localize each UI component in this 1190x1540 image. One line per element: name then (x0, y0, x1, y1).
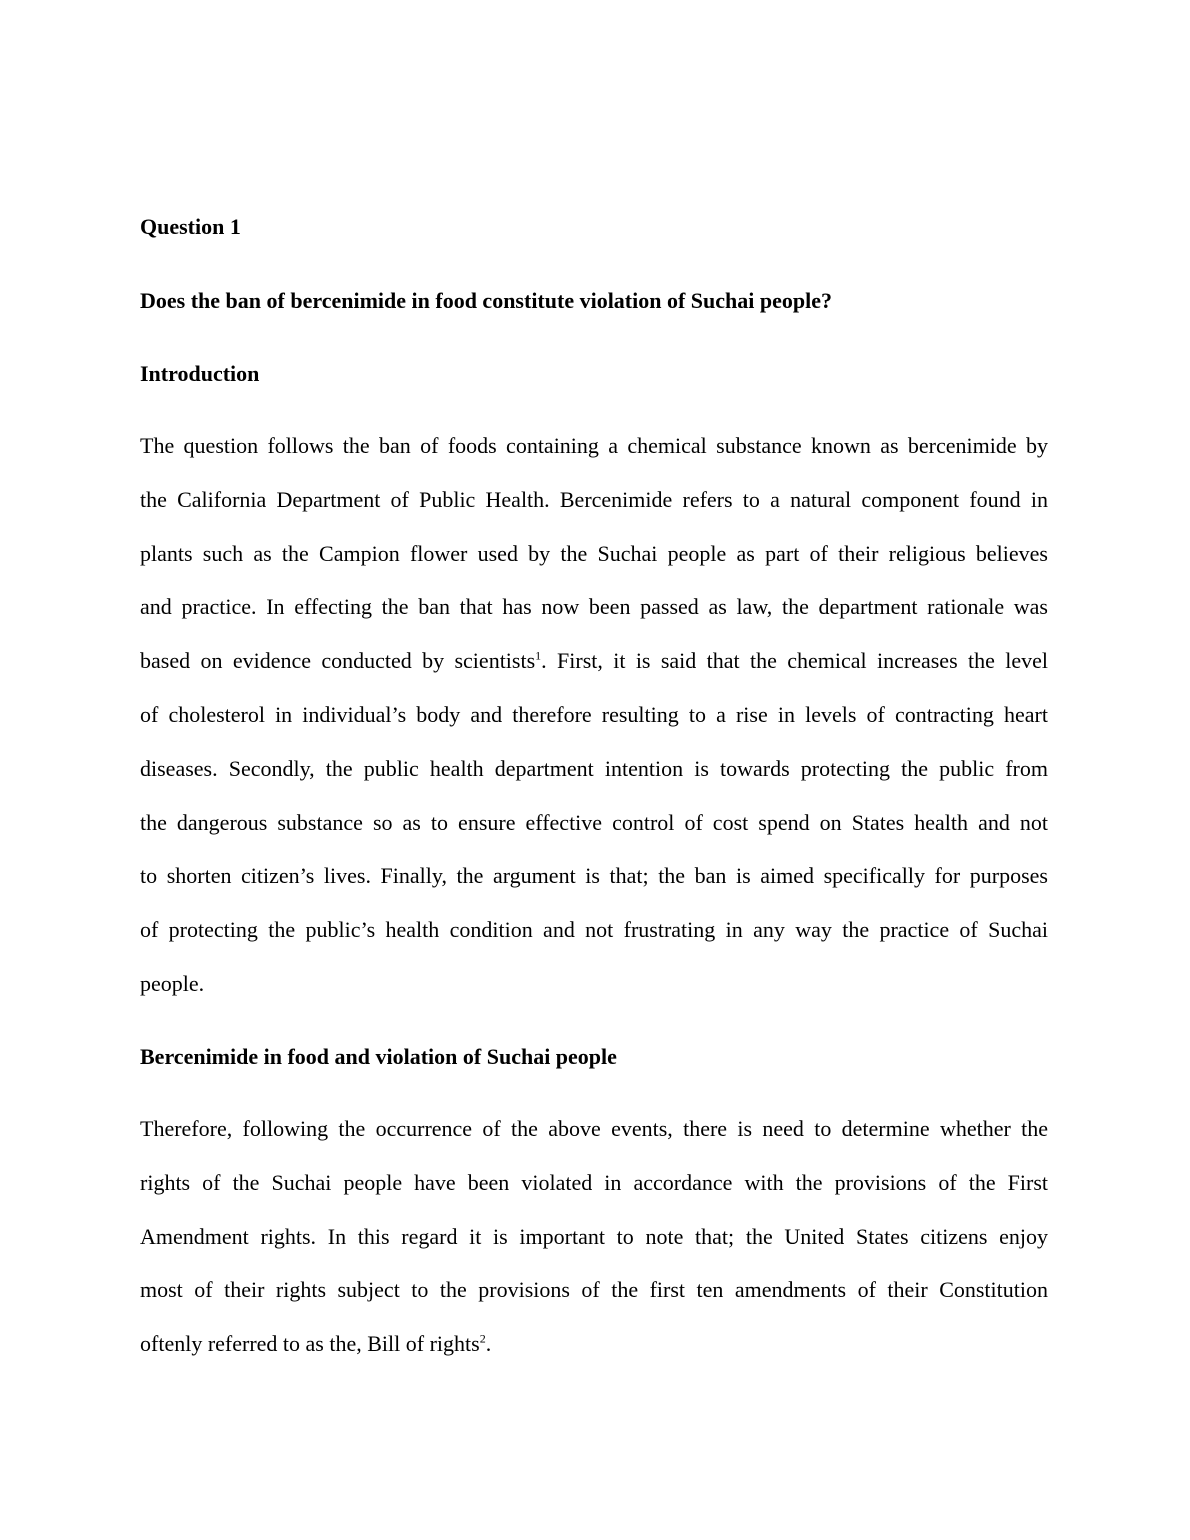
paragraph-line: the California Department of Public Health. Bercenimide refers to a natural component found in (140, 486, 1048, 512)
question-title: Does the ban of bercenimide in food constitute violation of Suchai people? (140, 288, 833, 313)
paragraph-line: and practice. In effecting the ban that has now been passed as law, the department rationale was (140, 594, 1048, 620)
paragraph-line: of protecting the public’s health condition and not frustrating in any way the practice of Suchai (140, 917, 1048, 943)
text-segment: . First, it is said that the chemical increases the level (541, 648, 1048, 674)
paragraph-line: rights of the Suchai people have been violated in accordance with the provisions of the First (140, 1169, 1048, 1195)
section-paragraph (140, 1102, 1048, 1371)
paragraph-line: people. (140, 970, 205, 996)
paragraph-line: The question follows the ban of foods containing a chemical substance known as bercenimide by (140, 433, 1048, 458)
footnote-reference[interactable]: 1 (535, 648, 542, 663)
text-segment: . (485, 1331, 492, 1357)
introduction-paragraph (140, 419, 1048, 1011)
paragraph-line: most of their rights subject to the provisions of the first ten amendments of their Constitution (140, 1277, 1048, 1303)
introduction-heading: Introduction (140, 361, 260, 386)
paragraph-line (140, 634, 1048, 688)
question-label: Question 1 (140, 214, 241, 239)
text-segment: oftenly referred to as the, Bill of rights (140, 1331, 480, 1357)
paragraph-line: Therefore, following the occurrence of the above events, there is need to determine whether the (140, 1116, 1048, 1141)
paragraph-line: Amendment rights. In this regard it is important to note that; the United States citizens enjoy (140, 1223, 1048, 1249)
paragraph-line: diseases. Secondly, the public health department intention is towards protecting the public from (140, 755, 1048, 781)
paragraph-line (140, 1317, 1048, 1371)
paragraph-line: the dangerous substance so as to ensure effective control of cost spend on States health and not (140, 809, 1048, 835)
footnote-reference[interactable]: 2 (479, 1331, 486, 1346)
paragraph-line: to shorten citizen’s lives. Finally, the argument is that; the ban is aimed specifically for purposes (140, 863, 1048, 889)
text-segment: based on evidence conducted by scientists (140, 648, 536, 674)
paragraph-line: plants such as the Campion flower used by the Suchai people as part of their religious believes (140, 540, 1048, 566)
paragraph-line: of cholesterol in individual’s body and therefore resulting to a rise in levels of contracting heart (140, 701, 1048, 727)
section-heading: Bercenimide in food and violation of Suchai people (140, 1044, 617, 1069)
